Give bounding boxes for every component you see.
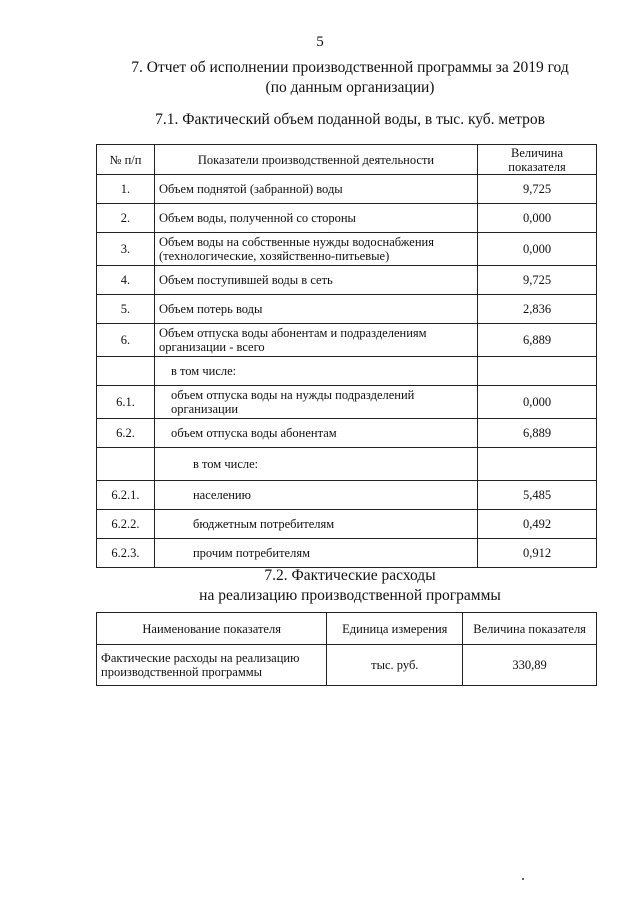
table-row: [97, 419, 597, 448]
row-value: 6,889: [478, 324, 597, 357]
water-volume-table: [96, 144, 597, 568]
row-name: Объем отпуска воды абонентам и подразделениям организации - всего: [154, 324, 477, 357]
table-row: [97, 295, 597, 324]
row-value: [478, 357, 597, 386]
row-name: в том числе:: [154, 357, 477, 386]
header-value: Величина показателя: [478, 145, 597, 175]
row-value: 9,725: [478, 266, 597, 295]
table-row: [97, 386, 597, 419]
row-num: 6.2.1.: [97, 481, 155, 510]
row-num: 1.: [97, 175, 155, 204]
row-name: в том числе:: [154, 448, 477, 481]
row-name: Объем потерь воды: [154, 295, 477, 324]
table-row: [97, 175, 597, 204]
row-name: Объем поднятой (забранной) воды: [154, 175, 477, 204]
header-unit: Единица измерения: [327, 613, 463, 645]
row-name: Объем воды, полученной со стороны: [154, 204, 477, 233]
row-name: объем отпуска воды на нужды подразделений организации: [154, 386, 477, 419]
section-7-title: [0, 58, 640, 98]
row-value: 6,889: [478, 419, 597, 448]
row-value: 5,485: [478, 481, 597, 510]
table-header-row: [97, 613, 597, 645]
row-name: бюджетным потребителям: [154, 510, 477, 539]
table-row: [97, 510, 597, 539]
table-row: [97, 357, 597, 386]
header-num: № п/п: [97, 145, 155, 175]
scan-speck: [522, 878, 524, 880]
row-num: 6.2.3.: [97, 539, 155, 568]
table-row: [97, 204, 597, 233]
row-name: Объем воды на собственные нужды водоснабжения (технологические, хозяйственно-питьевые): [154, 233, 477, 266]
row-num: [97, 448, 155, 481]
expenses-table: [96, 612, 597, 686]
row-value: 0,000: [478, 386, 597, 419]
row-num: [97, 357, 155, 386]
section-7-title-line1: 7. Отчет об исполнении производственной программы за 2019 год: [131, 59, 569, 76]
row-num: 6.2.: [97, 419, 155, 448]
row-unit: тыс. руб.: [327, 645, 463, 686]
table-header-row: [97, 145, 597, 175]
row-num: 2.: [97, 204, 155, 233]
section-7-2-title: [0, 566, 640, 606]
row-num: 5.: [97, 295, 155, 324]
row-num: 6.2.2.: [97, 510, 155, 539]
row-value: [478, 448, 597, 481]
table-row: [97, 539, 597, 568]
section-7-2-title-line2: на реализацию производственной программы: [199, 587, 501, 604]
table-row: [97, 266, 597, 295]
row-name: объем отпуска воды абонентам: [154, 419, 477, 448]
row-value: 2,836: [478, 295, 597, 324]
header-value: Величина показателя: [463, 613, 597, 645]
row-value: 0,000: [478, 204, 597, 233]
table-row: [97, 645, 597, 686]
page-number: 5: [316, 34, 324, 50]
row-name: населению: [154, 481, 477, 510]
row-value: 0,000: [478, 233, 597, 266]
row-num: 3.: [97, 233, 155, 266]
table-row: [97, 481, 597, 510]
section-7-1-title: 7.1. Фактический объем поданной воды, в тыс. куб. метров: [155, 111, 545, 128]
row-value: 330,89: [463, 645, 597, 686]
table-row: [97, 233, 597, 266]
row-num: 6.1.: [97, 386, 155, 419]
row-name: Фактические расходы на реализацию производственной программы: [97, 645, 327, 686]
table-row: [97, 324, 597, 357]
row-name: прочим потребителям: [154, 539, 477, 568]
row-value: 0,492: [478, 510, 597, 539]
header-indicator: Показатели производственной деятельности: [154, 145, 477, 175]
row-num: 4.: [97, 266, 155, 295]
row-name: Объем поступившей воды в сеть: [154, 266, 477, 295]
section-7-2-title-line1: 7.2. Фактические расходы: [264, 567, 436, 584]
row-value: 9,725: [478, 175, 597, 204]
row-num: 6.: [97, 324, 155, 357]
section-7-title-line2: (по данным организации): [265, 79, 435, 96]
header-indicator-name: Наименование показателя: [97, 613, 327, 645]
table-row: [97, 448, 597, 481]
row-value: 0,912: [478, 539, 597, 568]
